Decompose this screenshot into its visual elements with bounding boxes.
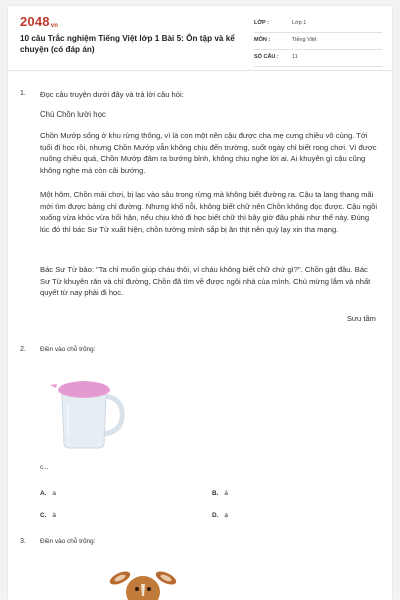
deer-eye [135, 587, 139, 591]
meta-value: Lớp 1 [292, 20, 307, 26]
site-logo[interactable] [20, 14, 58, 29]
meta-value: Tiếng Việt [292, 37, 317, 43]
meta-key: SỐ CÂU : [254, 54, 279, 60]
jug-spout [50, 384, 57, 388]
option-text: ạ [224, 512, 228, 519]
option-label: B. [212, 490, 219, 497]
option-text: à [52, 512, 56, 519]
question-number: 3. [20, 538, 26, 545]
question-prompt: Đọc câu truyện dưới đây và trả lời câu hỏi: [40, 90, 184, 99]
meta-value: 11 [292, 54, 298, 60]
answer-option-c[interactable] [40, 512, 56, 519]
story-author: Sưu tầm [346, 314, 376, 323]
meta-row-question-count [254, 52, 382, 67]
question-number: 1. [20, 90, 26, 97]
answer-option-d[interactable] [212, 512, 228, 519]
option-label: D. [212, 512, 219, 519]
brand-name: 2048 [20, 14, 50, 29]
document-page [8, 6, 392, 600]
answer-option-a[interactable] [40, 490, 56, 497]
meta-key: MÔN : [254, 37, 271, 43]
meta-key: LỚP : [254, 20, 269, 26]
story-title: Chú Chồn lười học [40, 110, 106, 119]
meta-row-class [254, 18, 382, 33]
option-text: á [224, 490, 228, 497]
brand-suffix: vn [50, 23, 59, 29]
option-label: A. [40, 490, 47, 497]
document-meta [254, 18, 382, 69]
question-prompt: Điền vào chỗ trống: [40, 538, 96, 545]
question-number: 2. [20, 346, 26, 353]
meta-row-subject [254, 35, 382, 50]
document-title: 10 câu Trắc nghiệm Tiếng Việt lớp 1 Bài 5: Ôn tập và kể chuyện (có đáp án) [20, 34, 235, 54]
deer-eye [147, 587, 151, 591]
document-header [8, 6, 392, 68]
story-paragraph: Bác Sư Tử bảo: "Ta chỉ muốn giúp cháu thôi, vì cháu không biết chữ chứ gì?". Chồn gật đầu. Bác Sư Tử khuyên răn và chỉ đường, Chồn đã tìm về được ngôi nhà của mình. Chú mừng lắm và nhất quyết từ nay phải đi học. [40, 265, 371, 298]
question-prompt: Điền vào chỗ trống: [40, 346, 96, 353]
deer-image [108, 562, 178, 600]
jug-handle [104, 396, 122, 434]
story-paragraph: Một hôm, Chồn mải chơi, bị lạc vào sâu trong rừng mà không biết đường ra. Cậu ta lang thang mãi mới tìm được bảng chỉ đường. Nhưng khổ nỗi, không biết chữ nên Chồn không đọc được. Cậu ngồi xuống vừa khóc vừa hối hận, nếu chịu khó đi học biết chữ thì bây giờ đâu phải như thế này. Đúng lúc đó thì bác Sư Tử xuất hiện, chồn tưởng mình sắp bị ăn thịt nên quỳ lạy xin tha mạng. [40, 190, 378, 234]
water-jug-image [48, 374, 132, 454]
option-text: a [52, 490, 56, 497]
option-label: C. [40, 512, 47, 519]
header-divider [8, 70, 392, 71]
answer-option-b[interactable] [212, 490, 228, 497]
fill-blank-word: c... [40, 464, 49, 471]
story-paragraph: Chồn Mướp sống ở khu rừng thông, vì là con một nên cậu được cha mẹ cưng chiều vô cùng. Tới tuổi đi học rồi, nhưng Chồn Mướp vẫn không chịu đến trường, suốt ngày chỉ biết rong chơi. Vì được nuông chiều quá, Chồn Mướp đâm ra bướng bỉnh, không chịu nghe lời ai. Ai khuyên gì cậu cũng không nghe mà còn cãi bướng. [40, 131, 377, 175]
